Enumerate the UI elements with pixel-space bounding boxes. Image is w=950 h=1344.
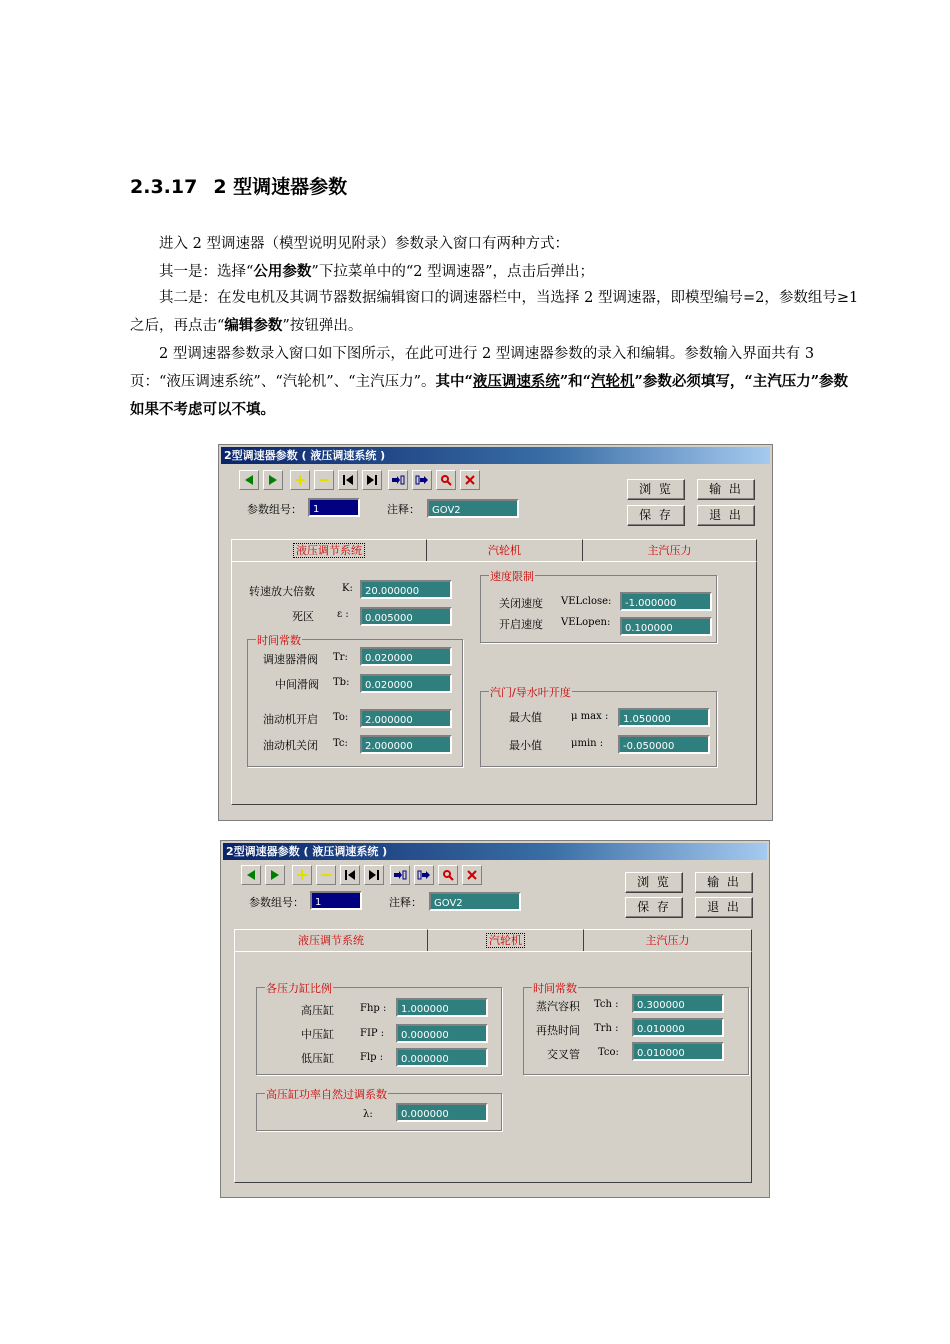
delete-icon[interactable] bbox=[316, 865, 336, 885]
import-icon[interactable] bbox=[390, 865, 410, 885]
note-field[interactable]: GOV2 bbox=[429, 892, 521, 911]
tab-turbine[interactable]: 汽轮机 bbox=[428, 929, 584, 951]
deadband-label: 死区 bbox=[292, 610, 314, 623]
tr-label: 调速器滑阀 bbox=[263, 653, 318, 666]
dialog-turbine bbox=[220, 840, 770, 1198]
velopen-symbol: VELopen: bbox=[561, 617, 611, 628]
delete-icon[interactable] bbox=[314, 470, 334, 490]
trh-label: 再热时间 bbox=[536, 1024, 580, 1037]
last-record-icon[interactable] bbox=[364, 865, 384, 885]
to-field[interactable]: 2.000000 bbox=[360, 709, 452, 728]
param-group-field[interactable]: 1 bbox=[308, 498, 360, 517]
tb-label: 中间滑阀 bbox=[275, 678, 319, 691]
fip-label: 中压缸 bbox=[301, 1028, 334, 1041]
browse-button[interactable]: 浏 览 bbox=[627, 479, 685, 500]
window-title: 2型调速器参数 ( 液压调速系统 ) bbox=[223, 843, 767, 860]
tch-symbol: Tch : bbox=[594, 999, 619, 1010]
fhp-label: 高压缸 bbox=[301, 1004, 334, 1017]
velopen-field[interactable]: 0.100000 bbox=[620, 617, 712, 636]
last-record-icon[interactable] bbox=[362, 470, 382, 490]
search-icon[interactable] bbox=[438, 865, 458, 885]
trh-symbol: Trh : bbox=[594, 1023, 619, 1034]
paragraph-description: 2 型调速器参数录入窗口如下图所示，在此可进行 2 型调速器参数的录入和编辑。参数输入界面共有 3 页：“液压调速系统”、“汽轮机”、“主汽压力”。其中“液压调速系统”和“汽轮机”参数必须填写，“主汽压力”参数如果不考虑可以不填。 bbox=[130, 346, 849, 418]
flp-label: 低压缸 bbox=[301, 1052, 334, 1065]
gain-label: 转速放大倍数 bbox=[249, 585, 315, 598]
note-label: 注释： bbox=[389, 896, 422, 909]
fip-symbol: FIP : bbox=[360, 1028, 385, 1039]
tb-symbol: Tb: bbox=[333, 677, 350, 688]
umax-symbol: μ max : bbox=[571, 711, 609, 722]
tab-strip bbox=[231, 539, 757, 561]
flp-symbol: Flp : bbox=[360, 1052, 384, 1063]
next-record-icon[interactable] bbox=[265, 865, 285, 885]
export-icon[interactable] bbox=[414, 865, 434, 885]
prev-record-icon[interactable] bbox=[241, 865, 261, 885]
save-button[interactable]: 保 存 bbox=[625, 897, 683, 918]
param-group-label: 参数组号： bbox=[249, 896, 304, 909]
velclose-label: 关闭速度 bbox=[499, 597, 543, 610]
tr-field[interactable]: 0.020000 bbox=[360, 647, 452, 666]
velopen-label: 开启速度 bbox=[499, 618, 543, 631]
browse-button[interactable]: 浏 览 bbox=[625, 872, 683, 893]
velclose-field[interactable]: -1.000000 bbox=[620, 592, 712, 611]
umin-label: 最小值 bbox=[509, 739, 542, 752]
gain-symbol: K: bbox=[342, 583, 353, 594]
section-title: 2 型调速器参数 bbox=[213, 176, 348, 198]
save-button[interactable]: 保 存 bbox=[627, 505, 685, 526]
exit-button[interactable]: 退 出 bbox=[697, 505, 755, 526]
tch-label: 蒸汽容积 bbox=[536, 1000, 580, 1013]
to-symbol: To: bbox=[333, 712, 349, 723]
section-number: 2.3.17 bbox=[130, 176, 198, 198]
close-icon[interactable] bbox=[460, 470, 480, 490]
tab-steam-pressure[interactable]: 主汽压力 bbox=[583, 539, 757, 561]
umin-field[interactable]: -0.050000 bbox=[618, 735, 710, 754]
gain-field[interactable]: 20.000000 bbox=[360, 580, 452, 599]
to-label: 油动机开启 bbox=[263, 713, 318, 726]
param-group-field[interactable]: 1 bbox=[310, 891, 362, 910]
paragraph-way-two: 其二是：在发电机及其调节器数据编辑窗口的调速器栏中，当选择 2 型调速器，即模型编号=2，参数组号≥1 之后，再点击“编辑参数”按钮弹出。 bbox=[130, 290, 859, 334]
lambda-group-title: 高压缸功率自然过调系数 bbox=[266, 1088, 387, 1101]
fip-field[interactable]: 0.000000 bbox=[396, 1024, 488, 1043]
umax-label: 最大值 bbox=[509, 711, 542, 724]
dialog-hydraulic bbox=[218, 444, 773, 821]
tc-label: 油动机关闭 bbox=[263, 739, 318, 752]
turbine-time-group-title: 时间常数 bbox=[533, 982, 577, 995]
tb-field[interactable]: 0.020000 bbox=[360, 674, 452, 693]
speed-limit-group-title: 速度限制 bbox=[490, 570, 534, 583]
exit-button[interactable]: 退 出 bbox=[695, 897, 753, 918]
deadband-symbol: ε : bbox=[337, 609, 349, 620]
lambda-field[interactable]: 0.000000 bbox=[396, 1103, 488, 1122]
pressure-ratio-group-title: 各压力缸比例 bbox=[266, 982, 332, 995]
tco-field[interactable]: 0.010000 bbox=[632, 1042, 724, 1061]
add-icon[interactable] bbox=[290, 470, 310, 490]
tab-turbine[interactable]: 汽轮机 bbox=[427, 539, 583, 561]
tab-steam-pressure[interactable]: 主汽压力 bbox=[584, 929, 752, 951]
fhp-field[interactable]: 1.000000 bbox=[396, 998, 488, 1017]
note-label: 注释： bbox=[387, 503, 420, 516]
flp-field[interactable]: 0.000000 bbox=[396, 1048, 488, 1067]
prev-record-icon[interactable] bbox=[239, 470, 259, 490]
tco-symbol: Tco: bbox=[598, 1047, 619, 1058]
tco-label: 交叉管 bbox=[547, 1048, 580, 1061]
export-icon[interactable] bbox=[412, 470, 432, 490]
output-button[interactable]: 输 出 bbox=[695, 872, 753, 893]
window-title: 2型调速器参数 ( 液压调速系统 ) bbox=[221, 447, 770, 464]
trh-field[interactable]: 0.010000 bbox=[632, 1018, 724, 1037]
note-field[interactable]: GOV2 bbox=[427, 499, 519, 518]
deadband-field[interactable]: 0.005000 bbox=[360, 607, 452, 626]
fhp-symbol: Fhp : bbox=[360, 1003, 387, 1014]
first-record-icon[interactable] bbox=[340, 865, 360, 885]
tab-hydraulic[interactable]: 液压调节系统 bbox=[234, 929, 428, 951]
umax-field[interactable]: 1.050000 bbox=[618, 708, 710, 727]
tr-symbol: Tr: bbox=[333, 652, 348, 663]
time-constants-group-title: 时间常数 bbox=[257, 634, 301, 647]
close-icon[interactable] bbox=[462, 865, 482, 885]
add-icon[interactable] bbox=[292, 865, 312, 885]
paragraph-intro: 进入 2 型调速器（模型说明见附录）参数录入窗口有两种方式： bbox=[159, 236, 569, 252]
lambda-symbol: λ: bbox=[363, 1109, 373, 1120]
gate-opening-group-title: 汽门/导水叶开度 bbox=[490, 686, 571, 699]
paragraph-way-one: 其一是：选择“公用参数”下拉菜单中的“2 型调速器”，点击后弹出； bbox=[159, 263, 594, 280]
velclose-symbol: VELclose: bbox=[561, 596, 612, 607]
section-heading bbox=[130, 172, 347, 199]
search-icon[interactable] bbox=[436, 470, 456, 490]
umin-symbol: μmin : bbox=[571, 738, 604, 749]
import-icon[interactable] bbox=[388, 470, 408, 490]
tab-hydraulic[interactable]: 液压调节系统 bbox=[231, 539, 427, 561]
first-record-icon[interactable] bbox=[338, 470, 358, 490]
gate-opening-group bbox=[480, 686, 717, 767]
output-button[interactable]: 输 出 bbox=[697, 479, 755, 500]
tab-strip bbox=[234, 929, 752, 951]
param-group-label: 参数组号： bbox=[247, 503, 302, 516]
next-record-icon[interactable] bbox=[263, 470, 283, 490]
tc-field[interactable]: 2.000000 bbox=[360, 735, 452, 754]
tc-symbol: Tc: bbox=[333, 738, 348, 749]
tch-field[interactable]: 0.300000 bbox=[632, 994, 724, 1013]
